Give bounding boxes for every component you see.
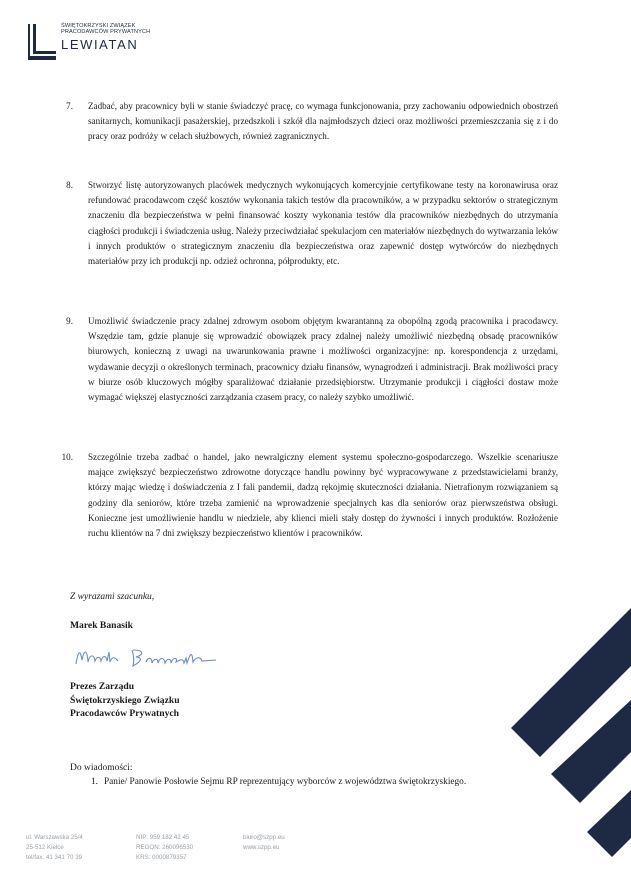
footer-street: ul. Warszawska 25/4 — [26, 834, 83, 841]
signer-title-line1: Prezes Zarządu — [70, 681, 135, 692]
list-item-text: Zadbać, aby pracownicy byli w stanie świadczyć pracę, co wymaga funkcjonowania, przy zachowaniu odpowiednich obostrzeń sanitarnych, komunikacji pasażerskiej, przedszkoli i szkół dla najmłodszych dzieci oraz możliwości przemieszczania się z i do pracy oraz podróży w celach służbowych, również zagranicznych. — [88, 101, 558, 142]
logo-line2: PRACODAWCÓW PRYWATNYCH — [61, 29, 151, 36]
cc-item-text: Panie/ Panowie Posłowie Sejmu RP reprezentujący wyborców z województwa świętokrzyskiego. — [104, 777, 467, 787]
footer-nip: NIP: 959 182 42 45 — [136, 834, 190, 841]
cc-label: Do wiadomości: — [70, 763, 133, 773]
footer-city: 25-512 Kielce — [26, 843, 64, 851]
logo-name: LEWIATAN — [61, 37, 139, 52]
list-item-text: Szczególnie trzeba zadbać o handel, jako newralgiczny element systemu społeczno-gospodarczego. Wszelkie scenariusze mające zwiększyć bezpieczeństwo zdrowotne dotyczące handlu powinny być wypracowywane z przedstawicielami branży, którzy mając wiedzę i doświadczenia z I fali pandemii, dadzą rękojmię skuteczności działania. Nietrafionym rozwiązaniem są godziny dla seniorów, które trzeba zamienić na wprowadzenie specjalnych kas dla seniorów oraz pierwszeństwa obsługi. Konieczne jest umożliwienie handlu w niedziele, aby klienci mieli stały dostęp do żywności i innych produktów. Rozłożenie ruchu klientów na 7 dni zwiększy bezpieczeństwo klientów i pracowników. — [88, 452, 558, 539]
list-item-number: 8. — [66, 180, 73, 190]
signer-title-line2: Świętokrzyskiego Związku — [70, 694, 180, 706]
footer-phone: tel/fax. 41 341 70 39 — [26, 853, 83, 861]
footer-contact — [243, 833, 285, 853]
signer-title-line3: Pracodawców Prywatnych — [70, 708, 179, 719]
signer-name: Marek Banasik — [70, 620, 133, 631]
footer-regon: REGON: 260096530 — [136, 843, 194, 851]
logo-line1: ŚWIĘTOKRZYSKI ZWIĄZEK — [61, 23, 136, 29]
closing-regards: Z wyrazami szacunku, — [70, 592, 155, 602]
footer-email[interactable]: biuro@szpp.eu — [243, 834, 285, 841]
list-item-text: Stworzyć listę autoryzowanych placówek medycznych wykonujących komercyjnie certyfikowane testy na koronawirusa oraz refundować pracodawcom część kosztów wykonania takich testów dla pracowników, a w przypadku sektorów o strategicznym znaczeniu dla bezpieczeństwa w pełni finansować koszty wykonania testów dla pracowników niezbędnych do utrzymania ciągłości produkcji i świadczenia usług. Należy przeciwdziałać spekulacjom cen materiałów niezbędnych do wytwarzania leków i innych produktów o strategicznym znaczeniu dla bezpieczeństwa oraz zapewnić dostęp wytwórców do niezbędnych materiałów przy ich produkcji np. odzież ochronna, półprodukty, etc. — [88, 180, 558, 267]
footer-krs: KRS: 0000879357 — [136, 853, 187, 861]
cc-item-number: 1. — [91, 777, 98, 787]
list-item-number: 10. — [61, 452, 73, 462]
list-item-text: Umożliwić świadczenie pracy zdalnej zdrowym osobom objętym kwarantanną za obopólną zgodą pracownika i pracodawcy. Wszędzie tam, gdzie planuje się wprowadzić obowiązek pracy zdalnej należy umożliwić niezbędną obsadę pracowników biurowych, konieczną z uwagi na uwarunkowania prawne i możliwości organizacyjne: np. korespondencja z urzędami, wydawanie decyzji o określonych terminach, pracownicy działu finansów, wynagrodzeń i administracji. Brak możliwości pracy w biurze osób kluczowych mógłby sparaliżować działanie przedsiębiorstw. Utrzymanie produkcji i ciągłości dostaw może wymagać większej elastyczności zarządzania czasem pracy, co należy szybko umożliwić. — [88, 316, 558, 403]
list-item-number: 7. — [66, 101, 73, 111]
footer-ids — [136, 833, 193, 862]
footer-website[interactable]: www.szpp.eu — [243, 843, 280, 851]
footer-address — [26, 833, 83, 862]
list-item-number: 9. — [66, 316, 73, 326]
